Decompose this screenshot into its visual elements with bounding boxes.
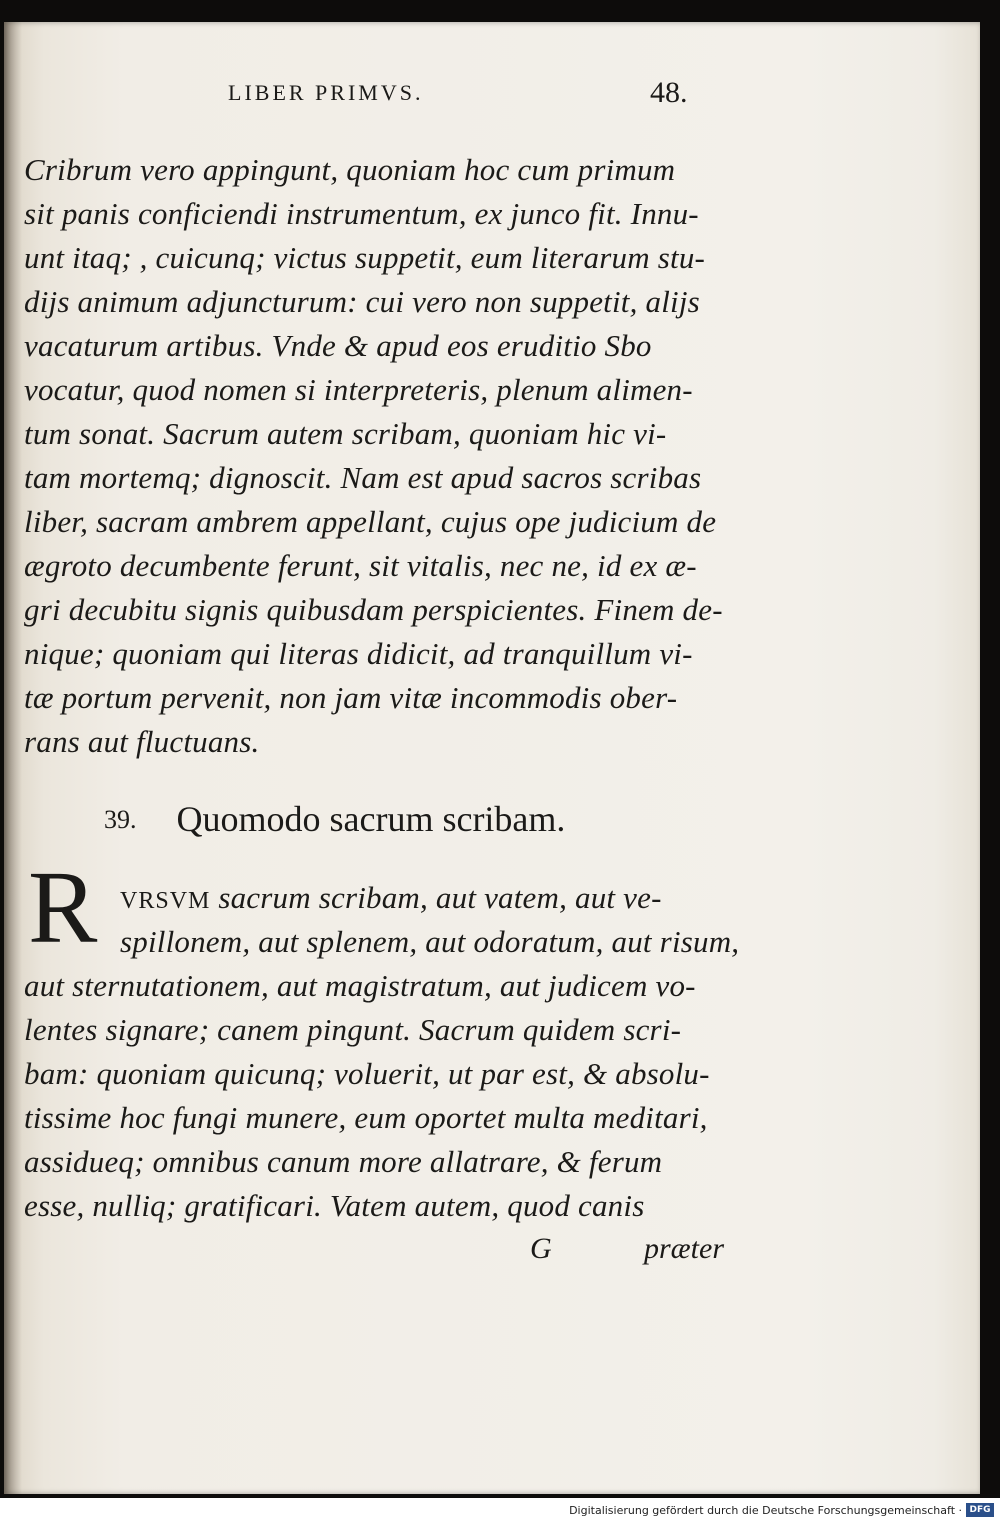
paragraph1-line: ægroto decumbente ferunt, sit vitalis, nec ne, id ex æ- — [24, 548, 697, 583]
section-heading — [104, 798, 565, 840]
paragraph2-line: aut sternutationem, aut magistratum, aut judicem vo- — [24, 968, 696, 1003]
first-line-rest: sacrum scribam, aut vatem, aut ve- — [218, 880, 662, 915]
paragraph1-line: Cribrum vero appingunt, quoniam hoc cum primum — [24, 152, 676, 187]
running-title: LIBER PRIMVS. — [228, 80, 424, 105]
paragraph2-line: bam: quoniam quicunq; voluerit, ut par est, & absolu- — [24, 1056, 710, 1091]
catchword: præter — [644, 1232, 725, 1265]
paragraph1-line: gri decubitu signis quibusdam perspicientes. Finem de- — [24, 592, 723, 627]
page-number: 48. — [650, 76, 688, 109]
paragraph2-line: tissime hoc fungi munere, eum oportet multa meditari, — [24, 1100, 708, 1135]
paragraph1-line: tum sonat. Sacrum autem scribam, quoniam hic vi- — [24, 416, 667, 451]
paragraph1-line: vacaturum artibus. Vnde & apud eos eruditio Sbo — [24, 328, 652, 363]
drop-cap: R — [28, 850, 98, 965]
paragraph1-line: sit panis conficiendi instrumentum, ex junco fit. Innu- — [24, 196, 699, 231]
paragraph2-first-line — [120, 880, 662, 916]
scan-right-edge — [980, 0, 1000, 1498]
gutter-shadow — [4, 22, 22, 1494]
dfg-logo-icon: DFG — [966, 1503, 994, 1517]
paragraph1-line: rans aut fluctuans. — [24, 724, 260, 759]
paragraph1-line: vocatur, quod nomen si interpreteris, plenum alimen- — [24, 372, 693, 407]
paragraph2-line: spillonem, aut splenem, aut odoratum, aut risum, — [120, 924, 740, 959]
paragraph2-line: esse, nulliq; gratificari. Vatem autem, quod canis — [24, 1188, 645, 1223]
paragraph1-line: unt itaq; , cuicunq; victus suppetit, eum literarum stu- — [24, 240, 706, 275]
paragraph1-line: tæ portum pervenit, non jam vitæ incommodis ober- — [24, 680, 678, 715]
paragraph1-line: tam mortemq; dignoscit. Nam est apud sacros scribas — [24, 460, 702, 495]
signature-mark: G — [530, 1232, 552, 1265]
section-title: Quomodo sacrum scribam. — [176, 799, 566, 839]
paragraph1-line: dijs animum adjuncturum: cui vero non suppetit, alijs — [24, 284, 700, 319]
paragraph2-line: assidueq; omnibus canum more allatrare, & ferum — [24, 1144, 663, 1179]
paragraph2-line: lentes signare; canem pingunt. Sacrum quidem scri- — [24, 1012, 682, 1047]
paragraph1-line: nique; quoniam qui literas didicit, ad tranquillum vi- — [24, 636, 693, 671]
paragraph1-line: liber, sacram ambrem appellant, cujus ope judicium de — [24, 504, 717, 539]
digitization-credit: Digitalisierung gefördert durch die Deutsche Forschungsgemeinschaft · — [569, 1504, 962, 1517]
first-word-caps: VRSVM — [120, 888, 211, 914]
section-number: 39. — [104, 805, 137, 834]
